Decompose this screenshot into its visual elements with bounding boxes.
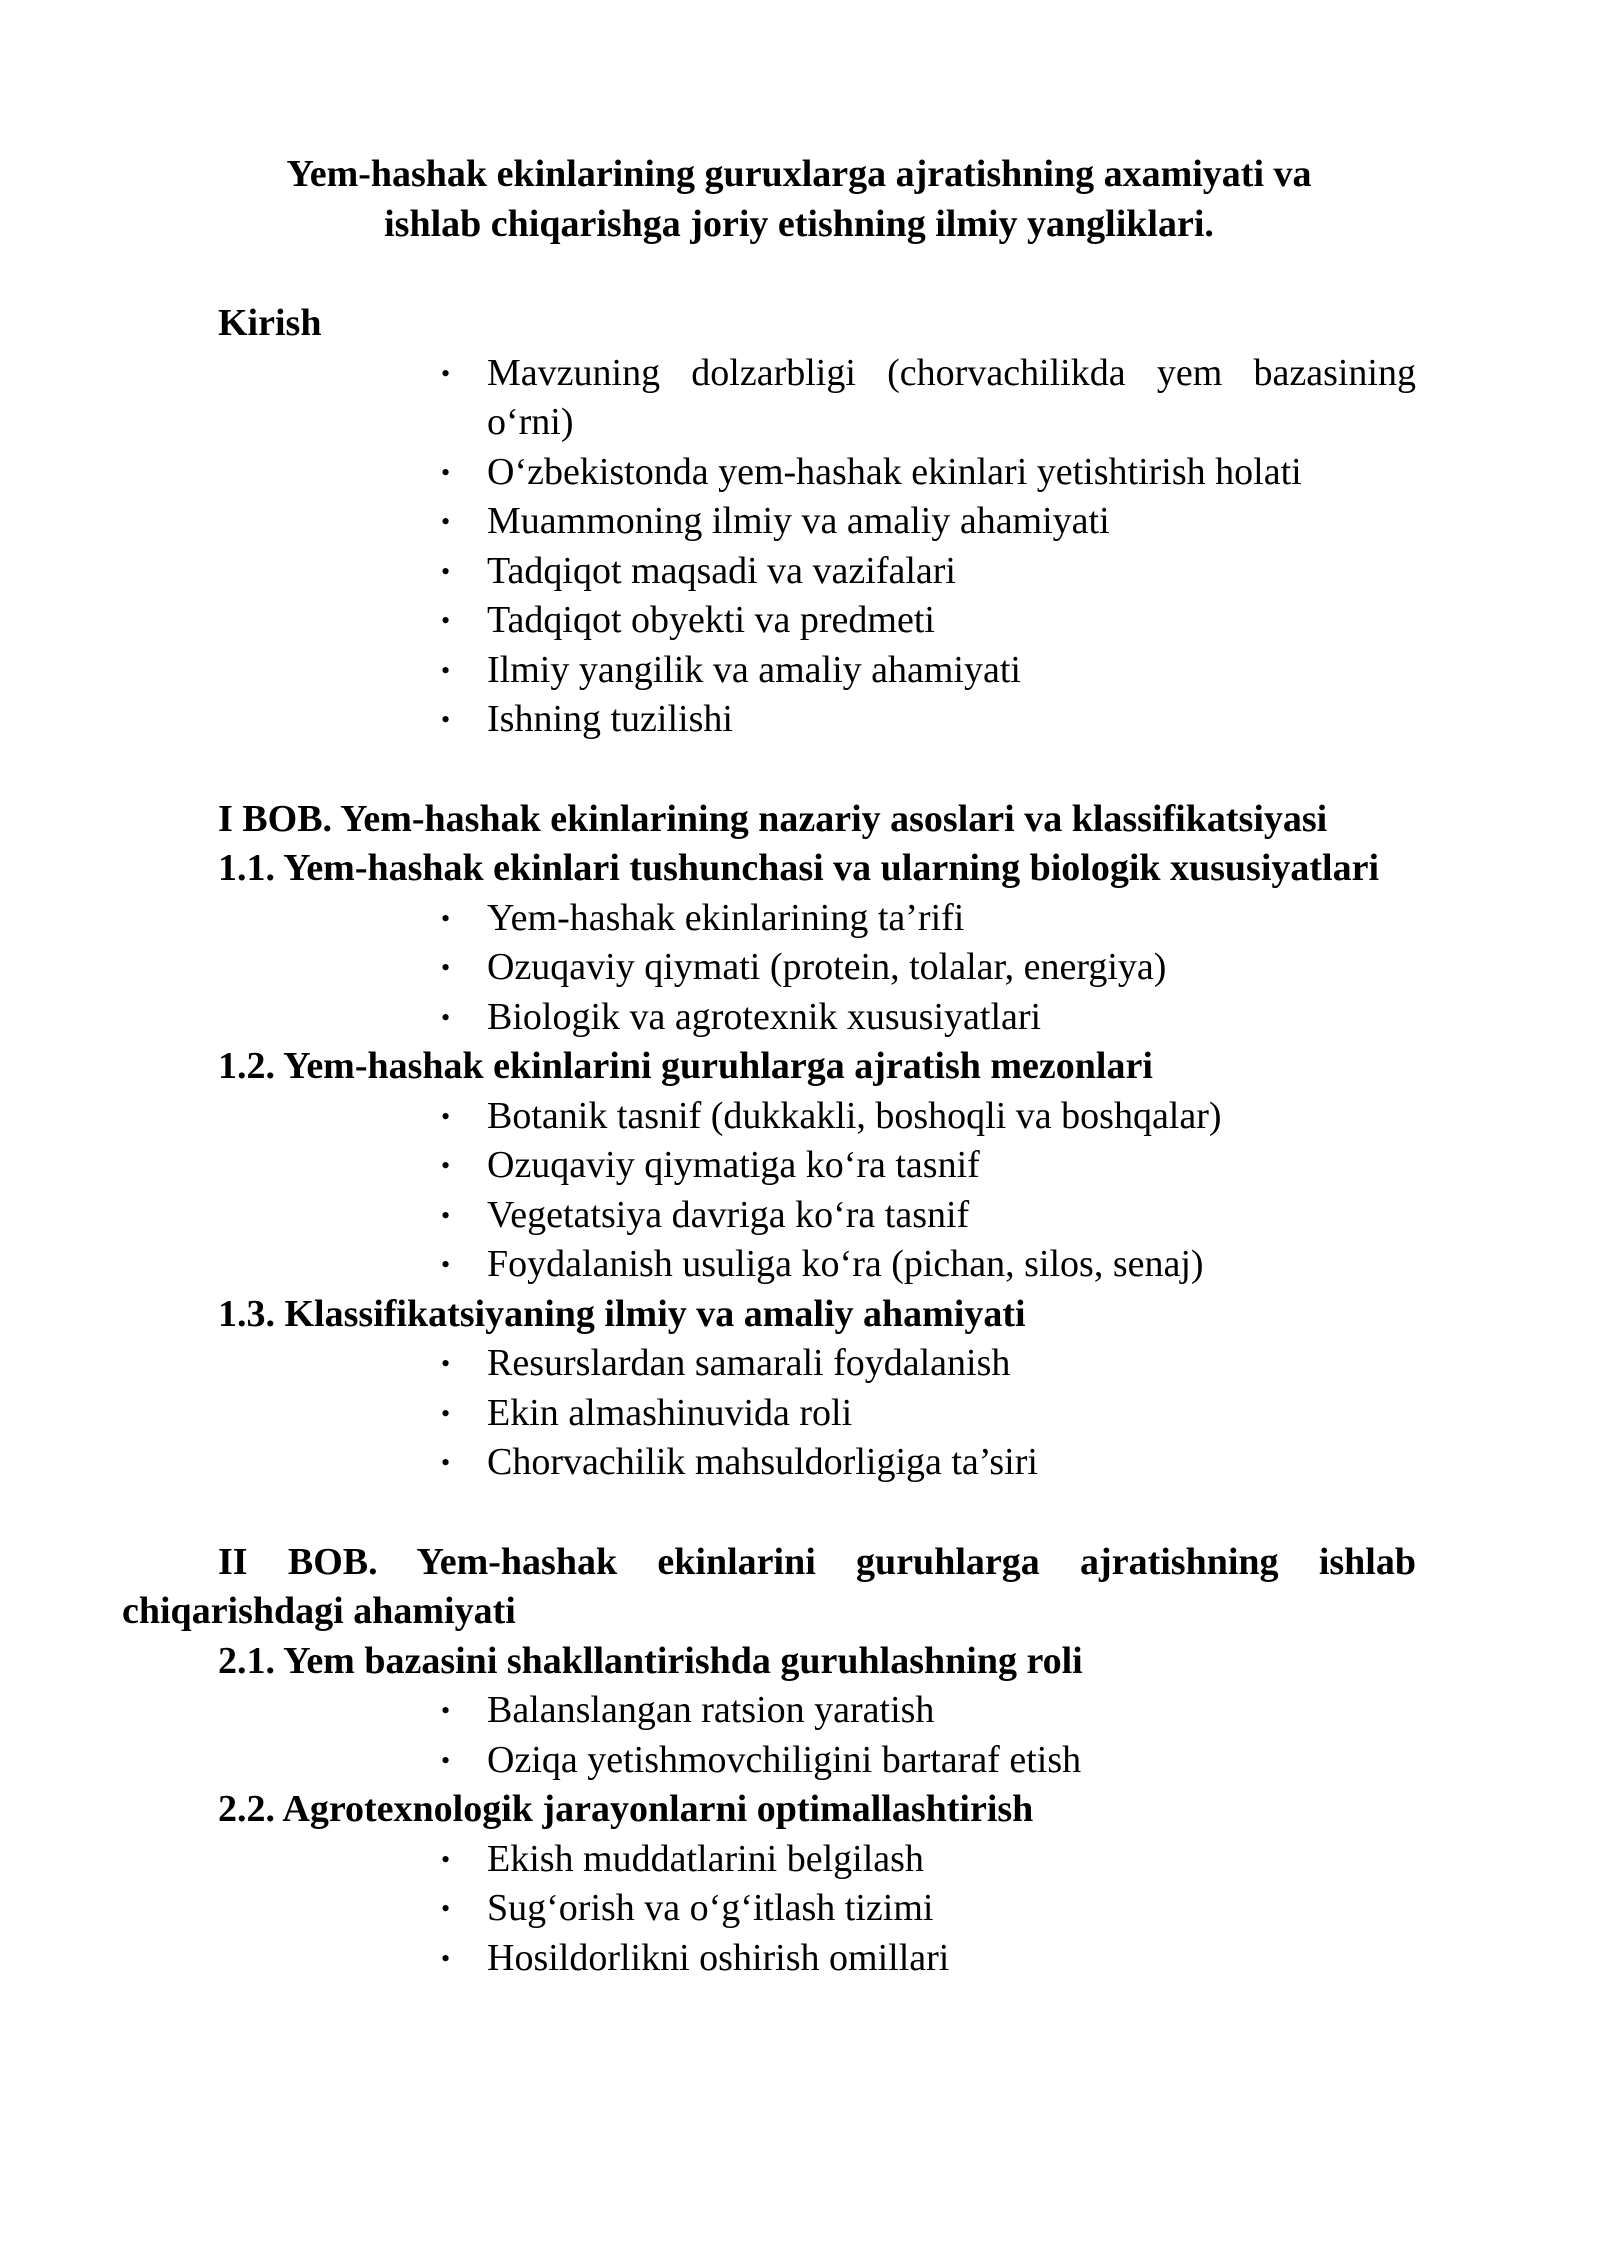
document-page <box>122 150 1416 1983</box>
list-item: • Ozuqaviy qiymatiga ko‘ra tasnif <box>487 1141 1416 1191</box>
bullet-icon: • <box>441 457 451 487</box>
bullet-icon: • <box>441 1894 451 1923</box>
bullet-icon: • <box>441 1200 451 1230</box>
title-line-2: ishlab chiqarishga joriy etishning ilmiy yangliklari. <box>384 202 1214 245</box>
section-1-1-list <box>122 894 1416 1043</box>
bullet-icon: • <box>441 655 451 685</box>
chapter2-heading: II BOB. Yem-hashak ekinlarini guruhlarga ajratishning ishlab chiqarishdagi ahamiyati <box>122 1540 1416 1632</box>
bullet-icon: • <box>441 1448 451 1477</box>
intro-heading: Kirish <box>218 302 322 344</box>
section-1-2-heading: 1.2. Yem-hashak ekinlarini guruhlarga ajratish mezonlari <box>218 1045 1153 1087</box>
list-item: • Botanik tasnif (dukkakli, boshoqli va boshqalar) <box>487 1092 1416 1142</box>
list-item: • Resurslardan samarali foydalanish <box>487 1339 1416 1389</box>
list-item: • O‘zbekistonda yem-hashak ekinlari yetishtirish holati <box>487 448 1416 498</box>
section-1-3-list <box>122 1339 1416 1488</box>
list-item: • Balanslangan ratsion yaratish <box>487 1686 1416 1736</box>
bullet-icon: • <box>441 1250 451 1279</box>
list-item: • Muammoning ilmiy va amaliy ahamiyati <box>487 497 1416 547</box>
section-1-1-heading: 1.1. Yem-hashak ekinlari tushunchasi va ularning biologik xususiyatlari <box>218 847 1380 889</box>
bullet-icon: • <box>441 507 451 536</box>
section-2-1-heading: 2.1. Yem bazasini shakllantirishda guruhlashning roli <box>218 1639 1083 1682</box>
list-item: • Yem-hashak ekinlarining ta’rifi <box>487 894 1416 944</box>
list-item: • Chorvachilik mahsuldorligiga ta’siri <box>487 1438 1416 1488</box>
bullet-icon: • <box>441 556 451 586</box>
bullet-icon: • <box>441 1745 451 1775</box>
section-2-1-list <box>122 1686 1416 1785</box>
bullet-icon: • <box>441 1844 451 1874</box>
bullet-icon: • <box>441 705 451 734</box>
section-2-2-heading: 2.2. Agrotexnologik jarayonlarni optimallashtirish <box>218 1788 1034 1830</box>
list-item: • Vegetatsiya davriga ko‘ra tasnif <box>487 1191 1416 1241</box>
list-item: • Oziqa yetishmovchiligini bartaraf etish <box>487 1736 1416 1786</box>
chapter1-heading: I BOB. Yem-hashak ekinlarining nazariy asoslari va klassifikatsiyasi <box>218 797 1328 840</box>
list-item: • Ishning tuzilishi <box>487 695 1416 745</box>
bullet-icon: • <box>441 953 451 982</box>
bullet-icon: • <box>441 1349 451 1378</box>
list-item: • Ekin almashinuvida roli <box>487 1389 1416 1439</box>
bullet-icon: • <box>441 1101 451 1131</box>
bullet-icon: • <box>441 1696 451 1725</box>
intro-list <box>122 349 1416 745</box>
list-item: • Tadqiqot maqsadi va vazifalari <box>487 547 1416 597</box>
bullet-icon: • <box>441 1002 451 1032</box>
list-item: • Biologik va agrotexnik xususiyatlari <box>487 993 1416 1043</box>
list-item: • Ilmiy yangilik va amaliy ahamiyati <box>487 646 1416 696</box>
list-item: • Sug‘orish va o‘g‘itlash tizimi <box>487 1884 1416 1934</box>
bullet-icon: • <box>441 358 451 388</box>
section-2-2-list <box>122 1835 1416 1984</box>
section-1-2-list <box>122 1092 1416 1290</box>
list-item: • Foydalanish usuliga ko‘ra (pichan, silos, senaj) <box>487 1240 1416 1290</box>
list-item: • Tadqiqot obyekti va predmeti <box>487 596 1416 646</box>
bullet-icon: • <box>441 1943 451 1973</box>
bullet-icon: • <box>441 606 451 635</box>
list-item: • Hosildorlikni oshirish omillari <box>487 1934 1416 1984</box>
bullet-icon: • <box>441 1151 451 1180</box>
list-item: • Ozuqaviy qiymati (protein, tolalar, energiya) <box>487 943 1416 993</box>
section-1-3-heading: 1.3. Klassifikatsiyaning ilmiy va amaliy ahamiyati <box>218 1292 1026 1335</box>
bullet-icon: • <box>441 1398 451 1428</box>
list-item: • Mavzuning dolzarbligi (chorvachilikda yem bazasining o‘rni) <box>487 349 1416 448</box>
document-title <box>122 150 1416 249</box>
title-line-1: Yem-hashak ekinlarining guruxlarga ajratishning axamiyati va <box>286 153 1312 195</box>
list-item: • Ekish muddatlarini belgilash <box>487 1835 1416 1885</box>
bullet-icon: • <box>441 903 451 933</box>
